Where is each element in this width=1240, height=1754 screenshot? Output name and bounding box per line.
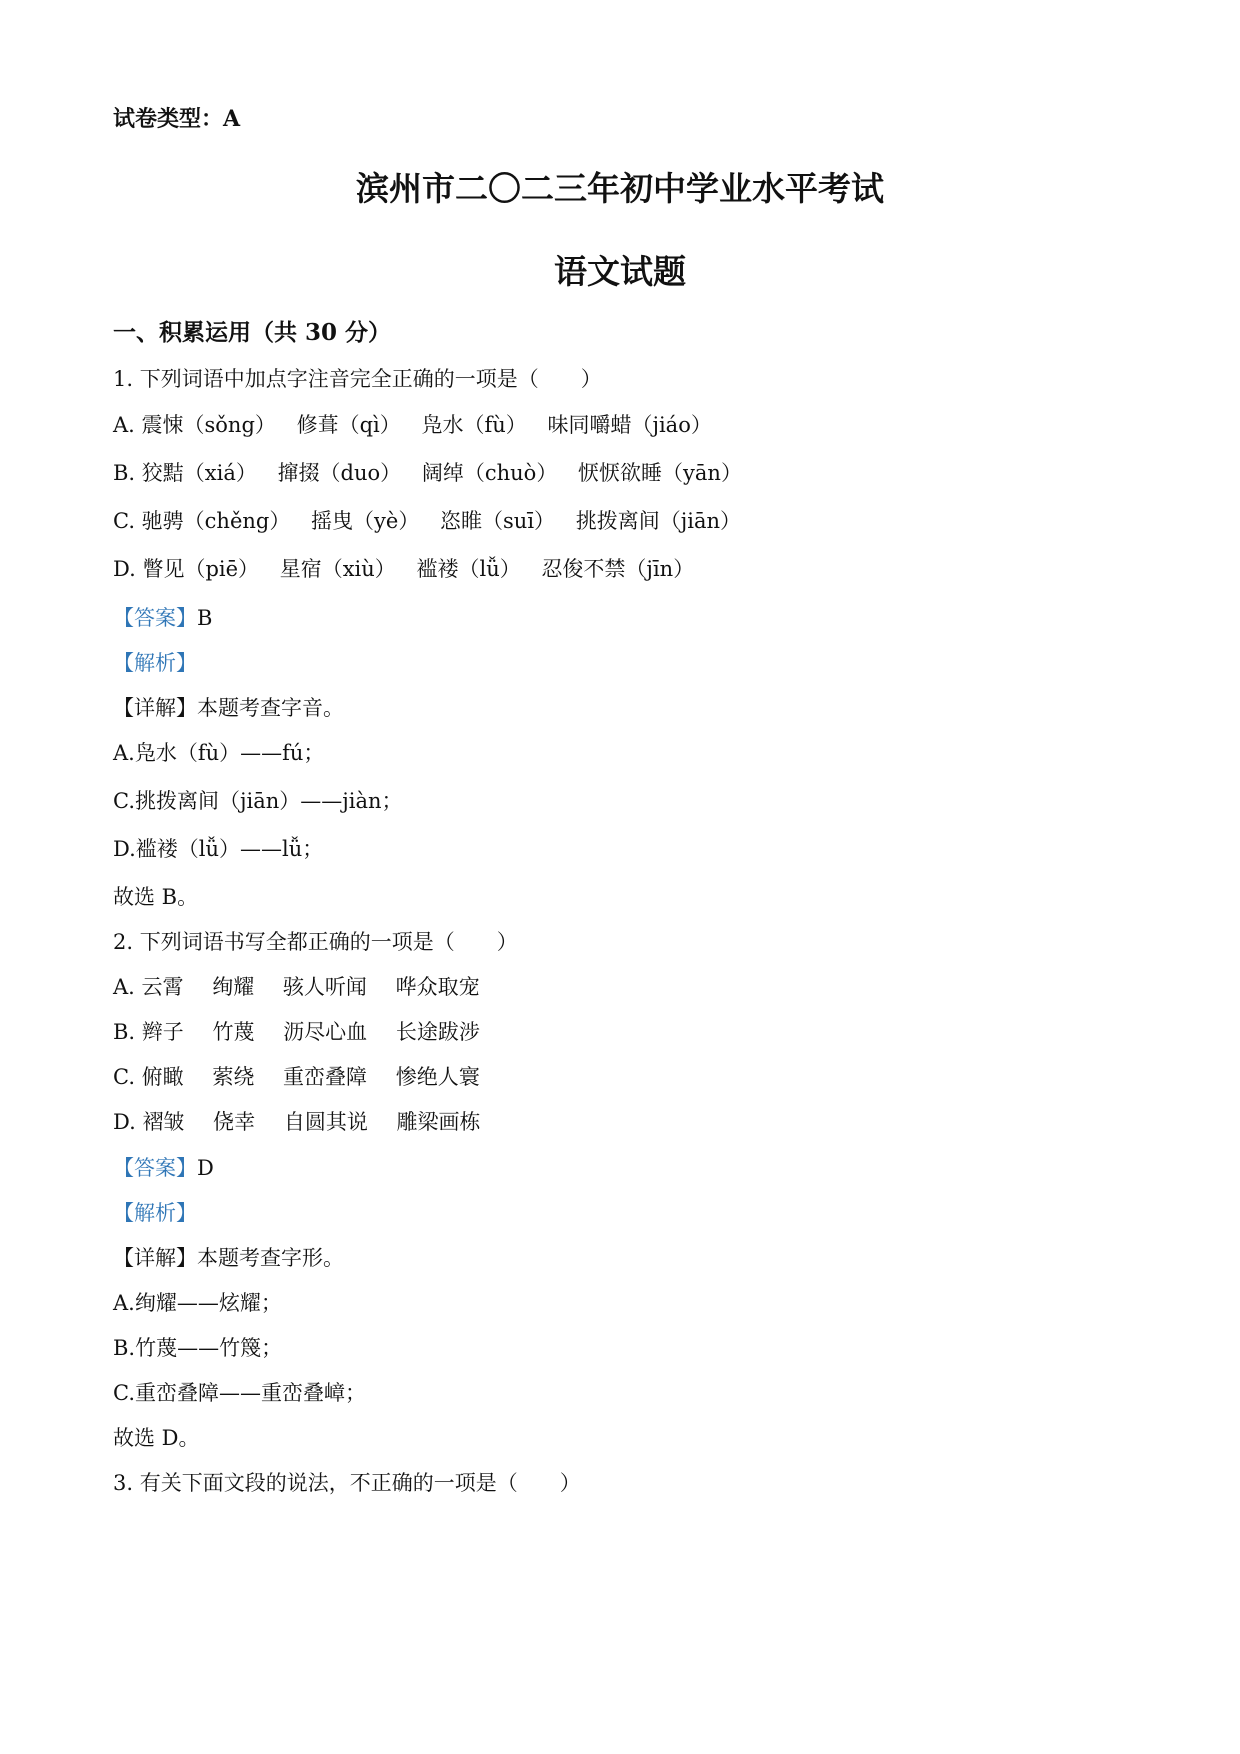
q2-conclusion: 故选 D。 [113, 1426, 200, 1450]
q1-option-d: D. 瞥见（piē） 星宿（xiù） 褴褛（lǚ） 忍俊不禁（jīn） [113, 557, 695, 581]
q2-option-c: C. 俯瞰 萦绕 重峦叠障 惨绝人寰 [113, 1065, 480, 1089]
q1-note-a: A.凫水（fù）——fú； [113, 741, 325, 765]
q2-analysis-tag: 【解析】 [113, 1201, 197, 1225]
q1-stem: 1. 下列词语中加点字注音完全正确的一项是（ ） [113, 367, 602, 391]
q3-stem: 3. 有关下面文段的说法，不正确的一项是（ ） [113, 1471, 581, 1495]
q2-option-b: B. 辫子 竹蔑 沥尽心血 长途跋涉 [113, 1020, 480, 1044]
q1-conclusion: 故选 B。 [113, 885, 199, 909]
q1-note-c: C.挑拨离间（jiān）——jiàn； [113, 789, 403, 813]
q1-detail: 【详解】本题考查字音。 [113, 696, 344, 720]
exam-title: 滨州市二〇二三年初中学业水平考试 [356, 169, 884, 208]
q1-answer [113, 603, 212, 633]
q2-detail: 【详解】本题考查字形。 [113, 1246, 344, 1270]
q2-note-c: C.重峦叠障——重峦叠嶂； [113, 1381, 366, 1405]
q1-analysis-tag: 【解析】 [113, 651, 197, 675]
q2-answer [113, 1153, 214, 1183]
section-heading: 一、积累运用（共 30 分） [113, 319, 392, 346]
q2-note-b: B.竹蔑——竹篾； [113, 1336, 283, 1360]
q1-note-d: D.褴褛（lǚ）——lǚ； [113, 837, 324, 861]
q1-option-b: B. 狡黠（xiá） 撺掇（duo） 阔绰（chuò） 恹恹欲睡（yān） [113, 461, 742, 485]
q2-note-a: A.绚耀——炫耀； [113, 1291, 282, 1315]
answer-value: B [197, 606, 213, 630]
q2-stem: 2. 下列词语书写全都正确的一项是（ ） [113, 930, 518, 954]
answer-tag: 【答案】 [113, 1156, 197, 1180]
q2-option-d: D. 褶皱 侥幸 自圆其说 雕梁画栋 [113, 1110, 481, 1134]
q2-option-a: A. 云霄 绚耀 骇人听闻 哗众取宠 [113, 975, 480, 999]
paper-type: 试卷类型：A [113, 106, 241, 132]
q1-option-a: A. 震悚（sǒng） 修葺（qì） 凫水（fù） 味同嚼蜡（jiáo） [113, 413, 712, 437]
answer-tag: 【答案】 [113, 606, 197, 630]
q1-option-c: C. 驰骋（chěng） 摇曳（yè） 恣睢（suī） 挑拨离间（jiān） [113, 509, 742, 533]
exam-subtitle: 语文试题 [554, 252, 686, 291]
answer-value: D [197, 1156, 214, 1180]
